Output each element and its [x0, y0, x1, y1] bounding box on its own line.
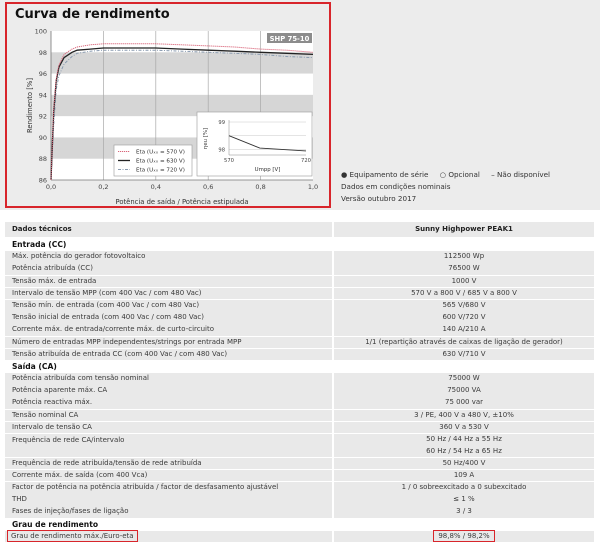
inset-x-tick: 720 [301, 158, 311, 164]
inset-y-title: ηeu [%] [203, 127, 209, 150]
spec-value: 3 / PE, 400 V a 480 V, ±10% [334, 410, 594, 422]
model-badge: SHP 75-10 [269, 35, 310, 43]
spec-label: Frequência de rede atribuída/tensão de rede atribuída [5, 458, 332, 470]
legend-label: Eta (Uₓₓ = 720 V) [136, 167, 185, 174]
x-tick-label: 0,8 [255, 183, 266, 191]
section-spacer [334, 519, 594, 531]
spec-value: 630 V/710 V [334, 349, 594, 361]
y-tick-label: 88 [38, 155, 47, 164]
inset-x-title: Umpp [V] [254, 167, 281, 173]
spec-label: Potência reactiva máx. [5, 397, 332, 409]
y-axis-title: Rendimento [%] [26, 78, 34, 133]
spec-value: 50 Hz/400 V [334, 458, 594, 470]
spec-label: Potência aparente máx. CA [5, 385, 332, 397]
spec-value: 1 / 0 sobreexcitado a 0 subexcitado [334, 482, 594, 494]
table-row [5, 312, 594, 324]
spec-label: Fases de injeção/fases de ligação [5, 506, 332, 518]
spec-label: Corrente máx. de saída (com 400 Vca) [5, 470, 332, 482]
spec-value: 1/1 (repartição através de caixas de ligação de gerador) [334, 337, 594, 349]
spec-value: 360 V a 530 V [334, 422, 594, 434]
spec-value: 600 V/720 V [334, 312, 594, 324]
spec-label: Tensão inicial de entrada (com 400 Vac / com 480 Vac) [5, 312, 332, 324]
efficiency-chart [7, 4, 333, 210]
spec-label: THD [5, 494, 332, 506]
spec-value: 75 000 var [334, 397, 594, 409]
conditions-note: Dados em condições nominais [341, 182, 451, 191]
inset-y-tick: 99 [218, 120, 225, 126]
legend-not-available: – Não disponível [491, 170, 550, 179]
section-heading [5, 239, 594, 251]
section-heading [5, 361, 594, 373]
x-tick-label: 0,0 [45, 183, 57, 191]
section-title: Saída (CA) [12, 361, 57, 371]
spec-value [334, 434, 594, 457]
y-tick-label: 90 [38, 133, 47, 142]
spec-label: Corrente máx. de entrada/corrente máx. de curto-circuito [5, 324, 332, 336]
table-header [5, 222, 594, 237]
table-row [5, 276, 594, 288]
spec-label [5, 531, 332, 543]
spec-value-line: 50 Hz / 44 Hz a 55 Hz [426, 435, 502, 443]
spec-value: 75000 W [334, 373, 594, 385]
table-row [5, 410, 594, 422]
table-row [5, 324, 594, 336]
spec-label: Tensão nominal CA [5, 410, 332, 422]
spec-label: Potência atribuída (CC) [5, 263, 332, 275]
spec-label: Intervalo de tensão MPP (com 400 Vac / com 480 Vac) [5, 288, 332, 300]
section-spacer [334, 361, 594, 373]
x-tick-label: 0,4 [150, 183, 161, 191]
efficiency-chart-box [5, 2, 331, 208]
spec-label: Máx. potência do gerador fotovoltaico [5, 251, 332, 263]
table-row [5, 300, 594, 312]
chart-title: Curva de rendimento [15, 7, 170, 22]
spec-value: 76500 W [334, 263, 594, 275]
table-row [5, 458, 594, 470]
version-note: Versão outubro 2017 [341, 194, 417, 203]
table-row [5, 482, 594, 494]
spec-value: 565 V/680 V [334, 300, 594, 312]
header-label: Dados técnicos [5, 222, 332, 237]
spec-label: Tensão mín. de entrada (com 400 Vac / com 480 Vac) [5, 300, 332, 312]
spec-value: 3 / 3 [334, 506, 594, 518]
table-row [5, 349, 594, 361]
legend-optional: ○ Opcional [439, 170, 480, 179]
table-row [5, 373, 594, 385]
table-row [5, 434, 594, 457]
highlighted-value: 98,8% / 98,2% [433, 530, 494, 542]
y-tick-label: 98 [38, 48, 47, 57]
inset-x-tick: 570 [224, 158, 234, 164]
table-row [5, 385, 594, 397]
section-heading [5, 519, 594, 531]
x-axis-title: Potência de saída / Potência estipulada [115, 198, 249, 206]
x-tick-label: 1,0 [307, 183, 319, 191]
table-row [5, 494, 594, 506]
legend-label: Eta (Uₓₓ = 630 V) [136, 158, 185, 165]
y-tick-label: 86 [38, 176, 47, 185]
spec-value-line: 60 Hz / 54 Hz a 65 Hz [426, 446, 502, 455]
table-row [5, 288, 594, 300]
y-tick-label: 96 [38, 70, 47, 79]
legend-label: Eta (Uₓₓ = 570 V) [136, 149, 185, 156]
table-row [5, 263, 594, 275]
section-spacer [334, 239, 594, 251]
x-tick-label: 0,2 [98, 183, 109, 191]
spec-label: Tensão máx. de entrada [5, 276, 332, 288]
y-tick-label: 92 [38, 112, 47, 121]
spec-label: Intervalo de tensão CA [5, 422, 332, 434]
table-row [5, 251, 594, 263]
table-row [5, 337, 594, 349]
spec-label: Factor de potência na potência atribuída / factor de desfasamento ajustável [5, 482, 332, 494]
section-title: Entrada (CC) [12, 240, 67, 249]
highlighted-label: Grau de rendimento máx./Euro-eta [7, 530, 138, 542]
spec-value: 109 A [334, 470, 594, 482]
spec-value: 1000 V [334, 276, 594, 288]
availability-legend [341, 169, 550, 181]
section-title: Grau de rendimento [12, 519, 99, 529]
inset-y-tick: 98 [218, 147, 225, 154]
table-row [5, 506, 594, 518]
spec-label: Número de entradas MPP independentes/strings por entrada MPP [5, 337, 332, 349]
spec-label: Potência atribuída com tensão nominal [5, 373, 332, 385]
spec-label: Tensão atribuída de entrada CC (com 400 Vac / com 480 Vac) [5, 349, 332, 361]
header-product: Sunny Highpower PEAK1 [334, 222, 594, 237]
spec-value [334, 531, 594, 543]
notes [341, 169, 550, 205]
y-tick-label: 94 [38, 91, 47, 100]
table-row [5, 422, 594, 434]
table-row [5, 470, 594, 482]
legend-standard: ● Equipamento de série [341, 170, 429, 179]
spec-value: 75000 VA [334, 385, 594, 397]
spec-label: Frequência de rede CA/intervalo [5, 434, 332, 457]
x-tick-label: 0,6 [203, 183, 214, 191]
spec-value: 112500 Wp [334, 251, 594, 263]
spec-value: ≤ 1 % [334, 494, 594, 506]
spec-value: 140 A/210 A [334, 324, 594, 336]
spec-value: 570 V a 800 V / 685 V a 800 V [334, 288, 594, 300]
spec-table [5, 222, 594, 543]
y-tick-label: 100 [34, 27, 47, 36]
table-row [5, 531, 594, 543]
table-row [5, 397, 594, 409]
